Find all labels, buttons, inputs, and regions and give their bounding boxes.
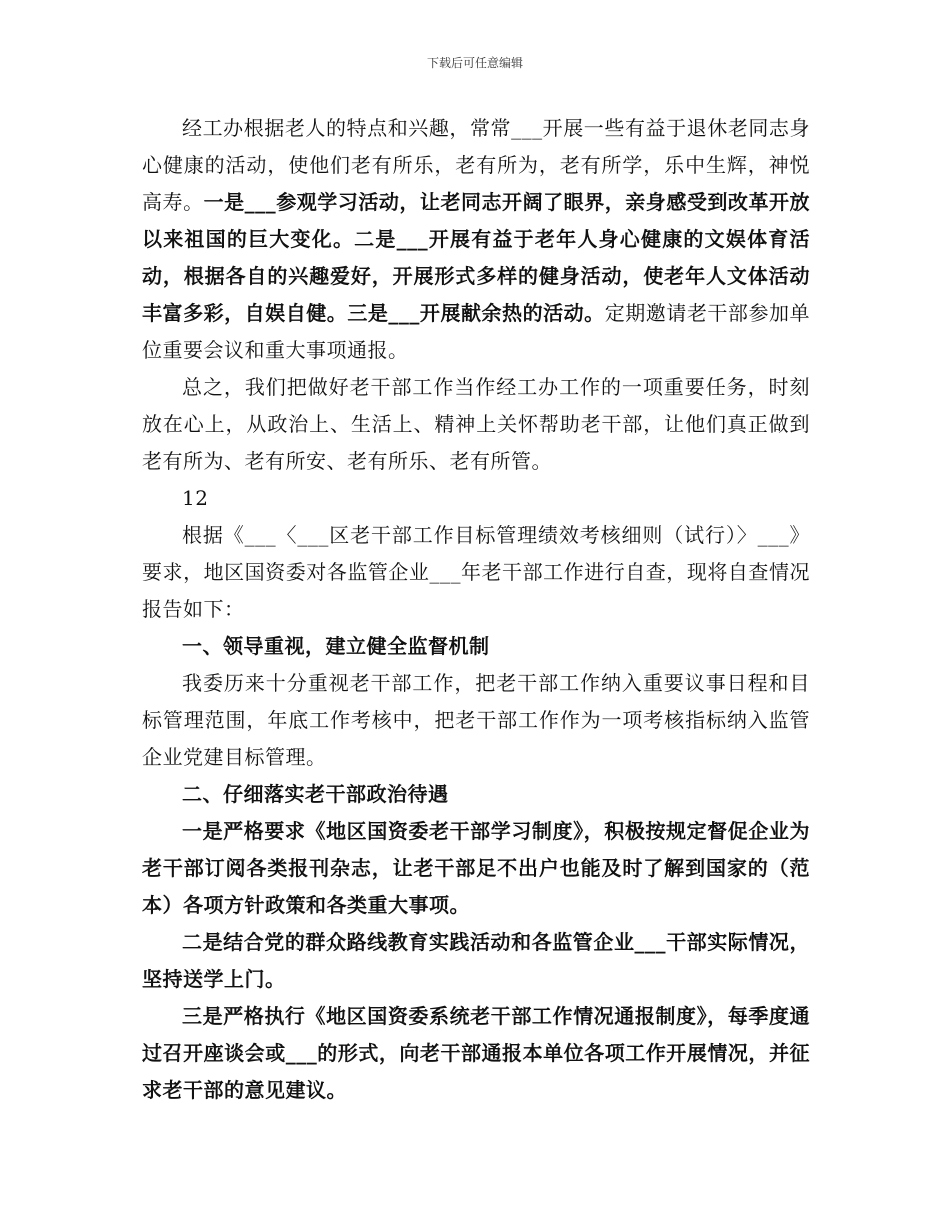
page-header: 下载后可任意编辑 xyxy=(426,56,523,70)
section-heading-2: 二、仔细落实老干部政治待遇 xyxy=(182,782,449,806)
paragraph-send-learning: 二是结合党的群众路线教育实践活动和各监管企业___干部实际情况，坚持送学上门。 xyxy=(142,930,810,991)
paragraph-report-system: 三是严格执行《地区国资委系统老干部工作情况通报制度》，每季度通过召开座谈会或___的形式，向老干部通报本单位各项工作开展情况，并征求老干部的意见建议。 xyxy=(142,1004,810,1102)
paragraph-activities-tail: 定期邀请老干部参加单位重要会议和重大事项通报。 xyxy=(142,301,811,362)
section-heading-1: 一、领导重视，建立健全监督机制 xyxy=(182,634,490,658)
paragraph-activities-bold: 一是___参观学习活动，让老同志开阔了眼界，亲身感受到改革开放以来祖国的巨大变化。二是___开展有益于老年人身心健康的文娱体育活动，根据各自的兴趣爱好，开展形式多样的健身活动，使老年人文体活动丰富多彩，自娱自健。三是___开展献余热的活动。 xyxy=(142,190,811,325)
paragraph-summary: 总之，我们把做好老干部工作当作经工办工作的一项重要任务，时刻放在心上，从政治上、生活上、精神上关怀帮助老干部，让他们真正做到老有所为、老有所安、老有所乐、老有所管。 xyxy=(142,375,810,473)
paragraph-study-system: 一是严格要求《地区国资委老干部学习制度》，积极按规定督促企业为老干部订阅各类报刊杂志，让老干部足不出户也能及时了解到国家的（范本）各项方针政策和各类重大事项。 xyxy=(142,819,810,917)
paragraph-leadership: 我委历来十分重视老干部工作，把老干部工作纳入重要议事日程和目标管理范围，年底工作考核中，把老干部工作作为一项考核指标纳入监管企业党建目标管理。 xyxy=(142,671,810,769)
paragraph-activities xyxy=(142,110,810,369)
paragraph-basis: 根据《___〈___区老干部工作目标管理绩效考核细则（试行）〉___》要求，地区国资委对各监管企业___年老干部工作进行自查，现将自查情况报告如下： xyxy=(142,523,810,621)
document-body xyxy=(142,110,810,1109)
paragraph-activities-intro: 经工办根据老人的特点和兴趣，常常___开展一些有益于退休老同志身心健康的活动，使他们老有所乐，老有所为，老有所学，乐中生辉，神悦高寿。 xyxy=(142,116,810,214)
paragraph-number: 12 xyxy=(182,486,209,510)
